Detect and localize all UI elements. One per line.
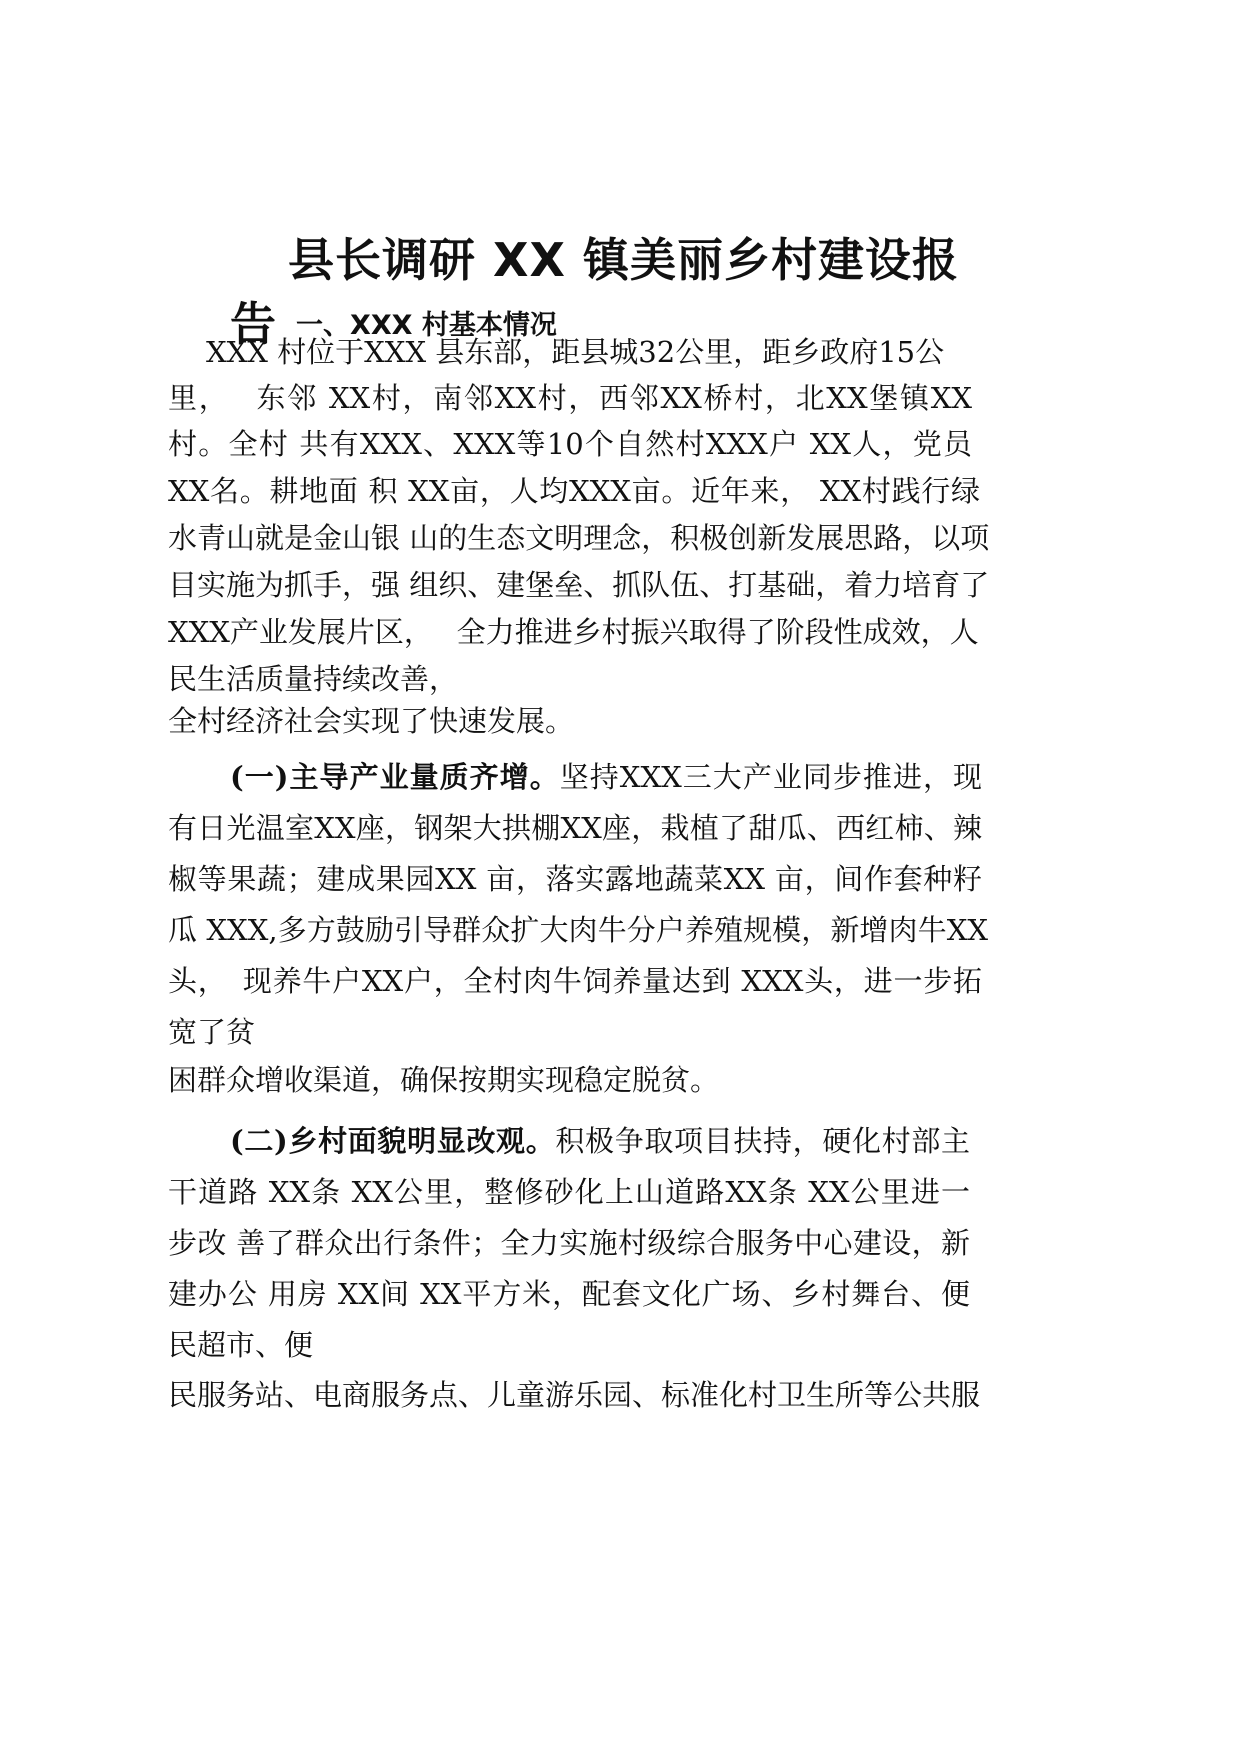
section-heading-1: 一、XXX 村基本情况 <box>296 310 557 341</box>
paragraph-line: 民超市、便 <box>168 1328 314 1362</box>
paragraph-line: 水青山就是金山银 山的生态文明理念，积极创新发展思路，以项 <box>168 521 990 555</box>
document-title: 县长调研 XX 镇美丽乡村建设报 <box>288 233 959 287</box>
paragraph-line: XXX 村位于XXX 县东部，距县城32公里，距乡政府15公 <box>206 335 945 369</box>
paragraph-line: 民服务站、电商服务点、儿童游乐园、标准化村卫生所等公共服 <box>168 1378 981 1412</box>
paragraph-line: XXX产业发展片区， 全力推进乡村振兴取得了阶段性成效，人 <box>168 615 979 649</box>
paragraph-line-lead <box>230 757 982 797</box>
paragraph-line: 里， 东邻 XX村，南邻XX村，西邻XX桥村，北XX堡镇XX <box>168 381 972 415</box>
paragraph-line: 有日光温室XX座，钢架大拱棚XX座，栽植了甜瓜、西红柿、辣 <box>168 811 982 845</box>
paragraph-line: 困群众增收渠道，确保按期实现稳定脱贫。 <box>168 1063 720 1097</box>
paragraph-line: 民生活质量持续改善， <box>168 662 459 696</box>
paragraph-line: 全村经济社会实现了快速发展。 <box>168 704 575 738</box>
paragraph-line: 步改 善了群众出行条件；全力实施村级综合服务中心建设，新 <box>168 1226 970 1260</box>
paragraph-line: 目实施为抓手，强 组织、建堡垒、抓队伍、打基础，着力培育了 <box>168 568 990 602</box>
paragraph-text: 坚持XXX三大产业同步推进，现 <box>559 760 982 794</box>
subheading-2: (二)乡村面貌明显改观。 <box>230 1124 556 1158</box>
subheading-1: (一)主导产业量质齐增。 <box>230 760 560 794</box>
paragraph-text: 积极争取项目扶持，硬化村部主 <box>555 1124 970 1158</box>
paragraph-line: XX名。耕地面 积 XX亩，人均XXX亩。近年来， XX村践行绿 <box>168 474 980 508</box>
document-title-end: 告 <box>230 297 276 351</box>
paragraph-line: 建办公 用房 XX间 XX平方米，配套文化广场、乡村舞台、便 <box>168 1277 970 1311</box>
paragraph-line: 椒等果蔬；建成果园XX 亩，落实露地蔬菜XX 亩，间作套种籽 <box>168 862 982 896</box>
paragraph-line: 干道路 XX条 XX公里，整修砂化上山道路XX条 XX公里进一 <box>168 1175 970 1209</box>
paragraph-line-lead <box>230 1121 970 1161</box>
paragraph-line: 村。全村 共有XXX、XXX等10个自然村XXX户 XX人，党员 <box>168 427 972 461</box>
paragraph-line: 宽了贫 <box>168 1015 256 1049</box>
paragraph-line: 头， 现养牛户XX户，全村肉牛饲养量达到 XXX头，进一步拓 <box>168 964 982 998</box>
paragraph-line: 瓜 XXX,多方鼓励引导群众扩大肉牛分户养殖规模，新增肉牛XX <box>168 913 988 947</box>
